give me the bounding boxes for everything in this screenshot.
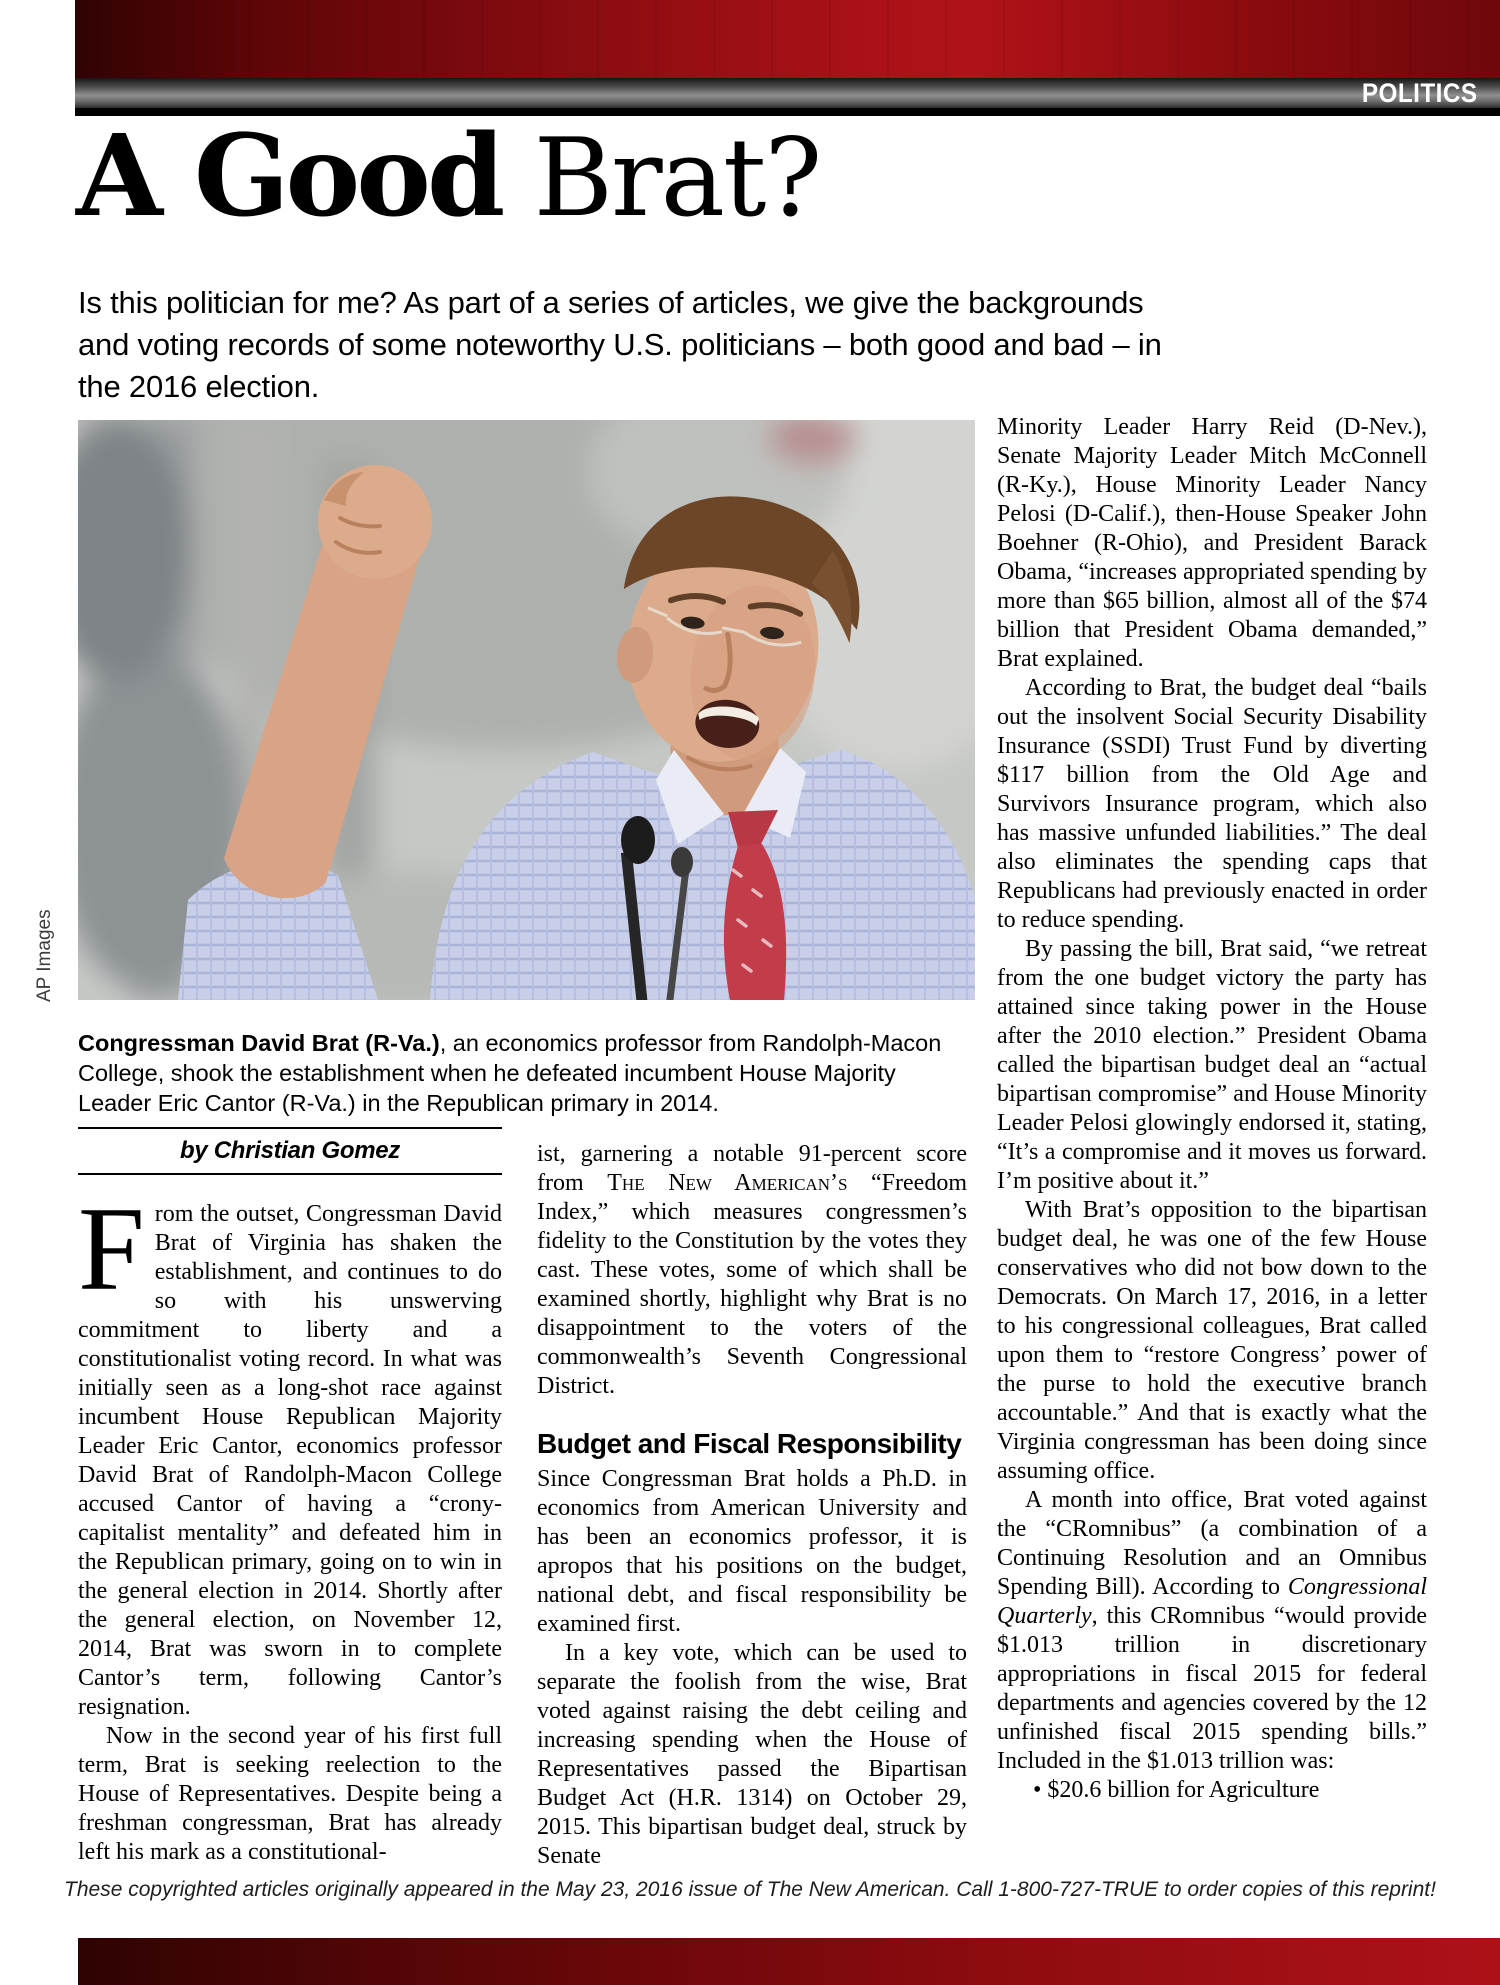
article-paragraph: By passing the bill, Brat said, “we retreat from the one budget victory the party has attained since taking power in the House after the 2010 election.” President Obama called the bipartisan budget deal an “actual bipartisan compromise” and House Minority Leader Pelosi glowingly endorsed it, stating, “It’s a compromise and it moves us forward. I’m positive about it.” [997, 936, 1427, 1194]
photo-caption [78, 1028, 975, 1118]
article-deck: Is this politician for me? As part of a series of articles, we give the backgrounds and voting records of some noteworthy U.S. politicians – both good and bad – in the 2016 election. [78, 285, 1162, 404]
section-label: POLITICS [1362, 78, 1478, 108]
raised-fist [318, 465, 432, 579]
article-paragraph: Now in the second year of his first full term, Brat is seeking reelection to the House of Representatives. Despite being a freshman congressman, Brat has already left his mark as a constitutional- [78, 1723, 502, 1865]
article-paragraph: With Brat’s opposition to the bipartisan budget deal, he was one of the few House conservatives who did not bow down to the Democrats. On March 17, 2016, in a letter to his congressional colleagues, Brat called upon them to “restore Congress’ power of the purse to hold the executive branch accountable.” And that is exactly what the Virginia congressman has been doing since assuming office. [997, 1197, 1427, 1484]
photo-credit: AP Images [34, 909, 55, 1002]
drop-cap: F [78, 1182, 145, 1315]
title-light-part: Brat? [501, 116, 821, 241]
caption-lead: Congressman David Brat (R-Va.) [78, 1030, 440, 1056]
photo-illustration [78, 420, 975, 1000]
bottom-red-bar [78, 1938, 1500, 1985]
reprint-footer: These copyrighted articles originally appeared in the May 23, 2016 issue of The New American. Call 1-800-727-TRUE to order copies of this reprint! [64, 1878, 1436, 1901]
photo-david-brat [78, 420, 975, 1000]
article-column-2 [537, 1140, 967, 1871]
column-1-text [78, 1182, 502, 1867]
title-bold-part: A Good [76, 111, 502, 242]
section-heading: Budget and Fiscal Responsibility [537, 1428, 962, 1459]
article-paragraph: Since Congressman Brat holds a Ph.D. in economics from American University and has been an economics professor, it is apropos that his positions on the budget, national debt, and fiscal responsibility be examined first. [537, 1466, 967, 1637]
article-paragraph: In a key vote, which can be used to separate the foolish from the wise, Brat voted against raising the debt ceiling and increasing spending when the House of Representatives passed the Bipartisan Budget Act (H.R. 1314) on October 29, 2015. This bipartisan budget deal, struck by Senate [537, 1640, 967, 1869]
top-red-banner [75, 0, 1500, 78]
article-paragraph: According to Brat, the budget deal “bails out the insolvent Social Security Disability Insurance (SSDI) Trust Fund by diverting $117 billion from the Old Age and Survivors Insurance program, which also has massive unfunded liabilities.” The deal also eliminates the spending caps that Republicans had previously enacted in order to reduce spending. [997, 675, 1427, 933]
caption-rest: , an economics professor from Randolph-Macon College, shook the establishment when he defeated incumbent House Majority Leader Eric Cantor (R-Va.) in the Republican primary in 2014. [78, 1030, 942, 1116]
article-title [76, 111, 821, 263]
section-bar [75, 78, 1500, 108]
article-column-3 [997, 413, 1427, 1805]
byline: by Christian Gomez [78, 1127, 502, 1175]
article-paragraph: Minority Leader Harry Reid (D-Nev.), Senate Majority Leader Mitch McConnell (R-Ky.), House Minority Leader Nancy Pelosi (D-Calif.), then-House Speaker John Boehner (R-Ohio), and President Barack Obama, “increases appropriated spending by more than $65 billion, almost all of the $74 billion that President Obama demanded,” Brat explained. [997, 414, 1427, 672]
article-paragraph: A month into office, Brat voted against the “CRomnibus” (a combination of a Continuing Resolution and an Omnibus Spending Bill). According to Congressional Quarterly, this CRomnibus “would provide $1.013 trillion in discretionary appropriations in fiscal 2015 for federal departments and agencies covered by the 12 unfinished fiscal 2015 spending bills.” Included in the $1.013 trillion was: [997, 1487, 1427, 1774]
article-paragraph: From the outset, Congressman David Brat of Virginia has shaken the establishment, and continues to do so with his unswerving commitment to liberty and a constitutionalist voting record. In what was initially seen as a long-shot race against incumbent House Republican Majority Leader Eric Cantor, economics professor David Brat of Randolph-Macon College accused Cantor of having a “crony-capitalist mentality” and defeated him in the Republican primary, going on to win in the general election in 2014. Shortly after the general election, on November 12, 2014, Brat was sworn in to complete Cantor’s term, following Cantor’s resignation. [78, 1182, 502, 1720]
bullet-item: • $20.6 billion for Agriculture [1033, 1777, 1320, 1803]
article-paragraph: ist, garnering a notable 91-percent score from The New American’s “Freedom Index,” which measures congressmen’s fidelity to the Constitution by the votes they cast. These votes, some of which shall be examined shortly, highlight why Brat is no disappointment to the voters of the commonwealth’s Seventh Congressional District. [537, 1141, 967, 1399]
article-column-1 [78, 1127, 502, 1867]
